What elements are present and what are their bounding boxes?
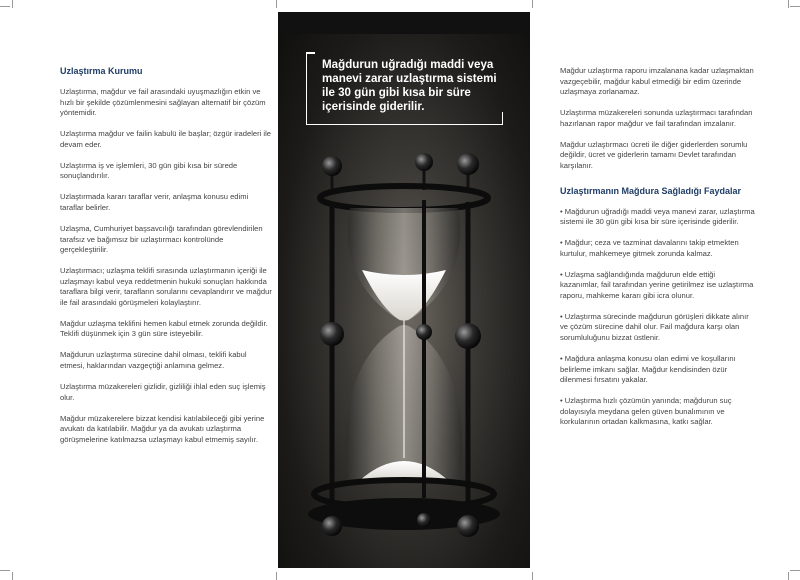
left-paragraph: Uzlaştırmada kararı taraflar verir, anlaşma konusu edimi taraflar belirler. (60, 192, 249, 212)
crop-mark (0, 570, 10, 571)
crop-mark (532, 0, 533, 8)
benefit-item: • Mağdurun uğradığı maddi veya manevi zarar, uzlaştırma sistemi ile 30 gün gibi kısa bir süre içerisinde giderilir. (560, 206, 755, 227)
right-paragraph: Mağdur uzlaştırmacı ücreti ile diğer giderlerden sorumlu değildir, ücret ve giderlerin tamamı Devlet tarafından karşılanır. (560, 139, 748, 170)
crop-mark (276, 572, 277, 580)
benefit-item: • Uzlaştırma hızlı çözümün yanında; mağdurun suç dolayısıyla meydana gelen güven bunalımının ve korkularının ortadan kalkmasına, katkı sağlar. (560, 396, 732, 427)
quote-text: Mağdurun uğradığı maddi veya manevi zarar uzlaştırma sistemi ile 30 gün gibi kısa bir süre içerisinde giderilir. (322, 58, 497, 113)
crop-mark (788, 0, 789, 8)
left-paragraph: Uzlaştırma mağdur ve failin kabulü ile başlar; özgür iradeleri ile devam eder. (60, 129, 272, 149)
right-paragraph: Uzlaştırma müzakereleri sonunda uzlaştırmacı tarafından hazırlanan rapor mağdur ve fail tarafından imzalanır. (560, 108, 753, 128)
left-paragraph: Uzlaştırma, mağdur ve fail arasındaki uyuşmazlığın etkin ve hızlı bir şekilde çözümlenmesini sağlayan alternatif bir çözüm yöntemidir. (60, 87, 266, 118)
crop-mark (12, 0, 13, 8)
benefit-item: • Mağdura anlaşma konusu olan edimi ve koşullarını belirleme imkanı sağlar. Mağdur kendisinden özür dilenmesi fırsatını yakalar. (560, 354, 736, 385)
hourglass-icon (278, 142, 530, 568)
crop-mark (276, 0, 277, 8)
benefit-item: • Uzlaştırma sürecinde mağdurun görüşleri dikkate alınır ve çözüm sürecine dahil olur. Fail mağdura karşı olan sorumluluğunu bizzat üstlenir. (560, 311, 749, 343)
crop-mark (790, 6, 800, 7)
crop-mark (790, 570, 800, 571)
left-paragraph: Mağdur müzakerelere bizzat kendisi katılabileceği gibi yerine avukatı da katılabilir. Mağdur ya da avukatı uzlaştırma görüşmelerine katılmazsa uzlaşmayı kabul etmemiş sayılır. (60, 413, 265, 444)
right-heading: Uzlaştırmanın Mağdura Sağladığı Faydalar (560, 185, 742, 196)
left-paragraph: Mağdurun uzlaştırma sürecine dahil olması, teklifi kabul etmesi, haklarından vazgeçtiği anlamına gelmez. (60, 350, 247, 371)
left-paragraph: Uzlaştırma müzakereleri gizlidir, gizliliği ihlal eden suç işlemiş olur. (60, 382, 266, 402)
right-paragraph: Mağdur uzlaştırma raporu imzalanana kadar uzlaşmaktan vazgeçebilir, mağdur kabul etmediği bir edim üzerinde uzlaşmaya zorlanamaz. (560, 66, 754, 97)
panel-top-band (278, 12, 530, 34)
left-paragraph: Uzlaştırma iş ve işlemleri, 30 gün gibi kısa bir sürede sonuçlandırılır. (60, 160, 238, 181)
left-paragraph: Uzlaştırmacı; uzlaşma teklifi sırasında uzlaştırmanın içeriği ile uzlaşmayı kabul veya reddetmenin hukuki sonuçları hakkında taraflara bilgi verir, tarafların sorularını cevaplandırır ve mağdur ile fail arasındaki görüşmeleri kolaylaştırır. (60, 266, 272, 307)
left-paragraph: Mağdur uzlaşma teklifini hemen kabul etmek zorunda değildir. Teklifi düşünmek için 3 gün süre isteyebilir. (60, 318, 268, 339)
cover-image-panel (278, 12, 530, 568)
crop-mark (0, 6, 10, 7)
left-heading: Uzlaştırma Kurumu (60, 66, 143, 76)
benefit-item: • Mağdur; ceza ve tazminat davalarını takip etmekten kurtulur, mahkemeye gitmek zorunda kalmaz. (560, 238, 739, 258)
crop-mark (12, 572, 13, 580)
crop-mark (788, 572, 789, 580)
benefit-item: • Uzlaşma sağlandığında mağdurun elde ettiği kazanımlar, fail tarafından yerine getirilmez ise uzlaştırma raporu, mahkeme kararı gibi icra olunur. (560, 269, 754, 300)
right-column (560, 66, 755, 438)
left-column (60, 66, 272, 456)
crop-mark (532, 572, 533, 580)
left-paragraph: Uzlaşma, Cumhuriyet başsavcılığı tarafından görevlendirilen tarafsız ve bağımsız bir uzlaştırmacı kontrolünde gerçekleştirilir. (60, 223, 263, 255)
